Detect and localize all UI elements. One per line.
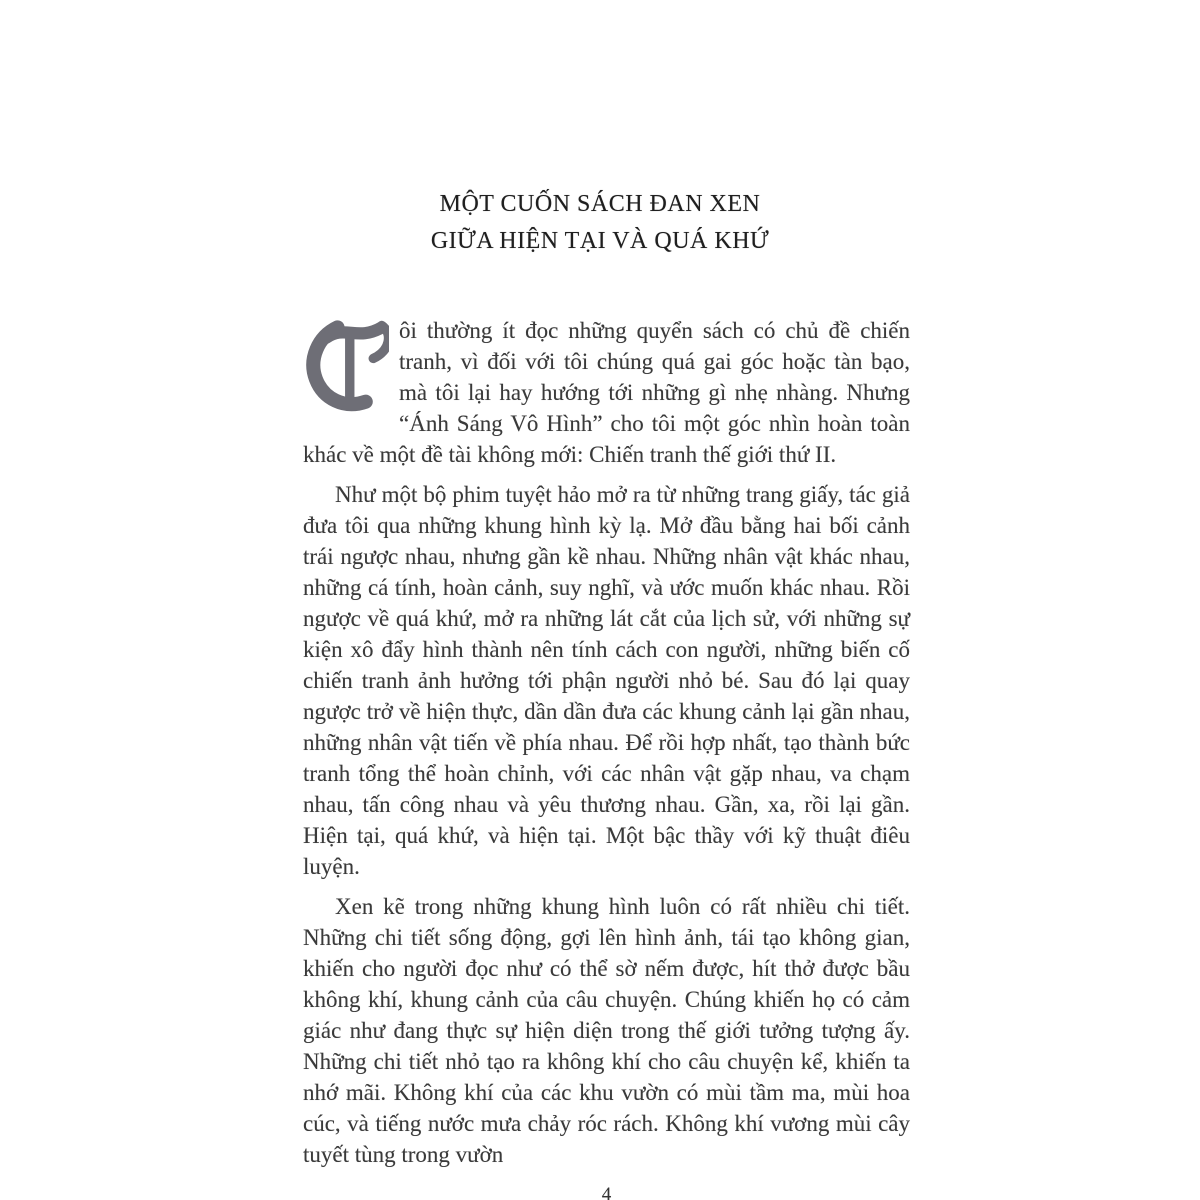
paragraph-3: Xen kẽ trong những khung hình luôn có rất nhiều chi tiết. Những chi tiết sống động, gợi lên hình ảnh, tái tạo không gian, khiến cho người đọc như có thể sờ nếm được, hít thở được bầu không khí, khung cảnh của câu chuyện. Chúng khiến họ có cảm giác như đang thực sự hiện diện trong thế giới tưởng tượng ấy. Những chi tiết nhỏ tạo ra không khí cho câu chuyện kể, khiến ta nhớ mãi. Không khí của các khu vườn có mùi tầm ma, mùi hoa cúc, và tiếng nước mưa chảy róc rách. Không khí vương mùi cây tuyết tùng trong vườn bbox=[303, 894, 910, 1167]
chapter-title bbox=[0, 186, 1200, 260]
drop-cap-letter-t bbox=[303, 318, 389, 412]
paragraph-1-text: ôi thường ít đọc những quyển sách có chủ đề chiến tranh, vì đối với tôi chúng quá gai góc hoặc tàn bạo, mà tôi lại hay hướng tới những gì nhẹ nhàng. Nhưng “Ánh Sáng Vô Hình” cho tôi một góc nhìn hoàn toàn khác về một đề tài không mới: Chiến tranh thế giới thứ II. bbox=[303, 318, 910, 467]
chapter-title-line-1: MỘT CUỐN SÁCH ĐAN XEN bbox=[439, 191, 761, 217]
page-number: 4 bbox=[601, 1184, 612, 1200]
body-text-block bbox=[303, 315, 910, 1170]
paragraph-1 bbox=[303, 315, 910, 470]
paragraph-2: Như một bộ phim tuyệt hảo mở ra từ những trang giấy, tác giả đưa tôi qua những khung hình kỳ lạ. Mở đầu bằng hai bối cảnh trái ngược nhau, nhưng gần kề nhau. Những nhân vật khác nhau, những cá tính, hoàn cảnh, suy nghĩ, và ước muốn khác nhau. Rồi ngược về quá khứ, mở ra những lát cắt của lịch sử, với những sự kiện xô đẩy hình thành nên tính cách con người, những biến cố chiến tranh ảnh hưởng tới phận người nhỏ bé. Sau đó lại quay ngược trở về hiện thực, dần dần đưa các khung cảnh lại gần nhau, những nhân vật tiến về phía nhau. Để rồi hợp nhất, tạo thành bức tranh tổng thể hoàn chỉnh, với các nhân vật gặp nhau, va chạm nhau, tấn công nhau và yêu thương nhau. Gần, xa, rồi lại gần. Hiện tại, quá khứ, và hiện tại. Một bậc thầy với kỹ thuật điêu luyện. bbox=[303, 482, 910, 879]
chapter-title-line-2: GIỮA HIỆN TẠI VÀ QUÁ KHỨ bbox=[430, 228, 770, 254]
